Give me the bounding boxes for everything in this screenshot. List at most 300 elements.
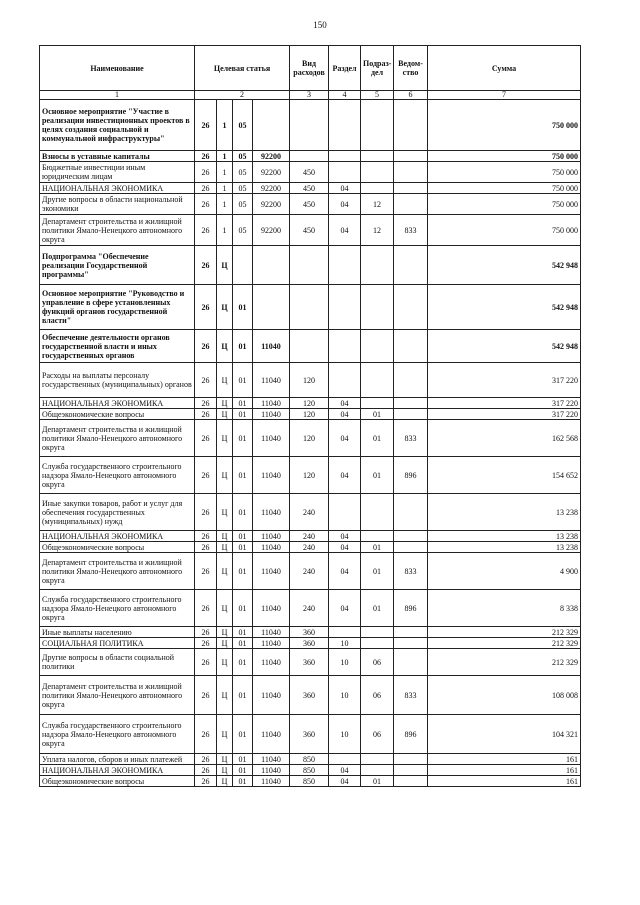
header-department: Ведом-ство — [394, 46, 428, 91]
subsection-cell: 01 — [361, 420, 394, 457]
department-cell — [394, 363, 428, 398]
subsection-cell — [361, 363, 394, 398]
section-cell: 10 — [329, 638, 361, 649]
amount-cell: 542 948 — [428, 246, 581, 285]
expense-type-cell: 360 — [290, 638, 329, 649]
department-cell — [394, 246, 428, 285]
amount-cell: 4 900 — [428, 553, 581, 590]
amount-cell: 750 000 — [428, 100, 581, 151]
expense-type-cell: 450 — [290, 215, 329, 246]
amount-cell: 317 220 — [428, 398, 581, 409]
table-row — [40, 420, 581, 457]
amount-cell: 750 000 — [428, 162, 581, 183]
target-code-2: Ц — [217, 590, 233, 627]
subsection-cell: 06 — [361, 649, 394, 676]
target-code-3: 05 — [233, 162, 253, 183]
table-row — [40, 246, 581, 285]
target-code-1: 26 — [195, 398, 217, 409]
target-code-4 — [253, 100, 290, 151]
section-cell — [329, 627, 361, 638]
table-row — [40, 553, 581, 590]
target-code-1: 26 — [195, 676, 217, 715]
section-cell: 10 — [329, 715, 361, 754]
target-code-1: 26 — [195, 409, 217, 420]
target-code-1: 26 — [195, 542, 217, 553]
table-body — [40, 100, 581, 787]
target-code-3: 01 — [233, 285, 253, 330]
section-cell: 04 — [329, 531, 361, 542]
target-code-2: Ц — [217, 638, 233, 649]
expense-type-cell: 360 — [290, 715, 329, 754]
target-code-2: Ц — [217, 494, 233, 531]
amount-cell: 161 — [428, 765, 581, 776]
section-cell — [329, 246, 361, 285]
expense-type-cell: 450 — [290, 162, 329, 183]
row-name: Иные выплаты населению — [40, 627, 195, 638]
target-code-3: 01 — [233, 398, 253, 409]
row-name: Уплата налогов, сборов и иных платежей — [40, 754, 195, 765]
target-code-2: 1 — [217, 151, 233, 162]
department-cell: 833 — [394, 215, 428, 246]
expense-type-cell — [290, 151, 329, 162]
expense-type-cell: 850 — [290, 776, 329, 787]
table-row — [40, 363, 581, 398]
subsection-cell: 01 — [361, 590, 394, 627]
row-name: Расходы на выплаты персоналу государственных (муниципальных) органов — [40, 363, 195, 398]
section-cell: 04 — [329, 183, 361, 194]
amount-cell: 154 652 — [428, 457, 581, 494]
table-row — [40, 715, 581, 754]
column-number: 3 — [290, 91, 329, 100]
table-row — [40, 409, 581, 420]
amount-cell: 13 238 — [428, 542, 581, 553]
target-code-3: 01 — [233, 420, 253, 457]
department-cell: 896 — [394, 715, 428, 754]
target-code-4: 11040 — [253, 776, 290, 787]
section-cell — [329, 330, 361, 363]
row-name: Общеэкономические вопросы — [40, 409, 195, 420]
subsection-cell — [361, 246, 394, 285]
amount-cell: 162 568 — [428, 420, 581, 457]
target-code-4: 11040 — [253, 398, 290, 409]
row-name: Иные закупки товаров, работ и услуг для обеспечения государственных (муниципальных) нужд — [40, 494, 195, 531]
table-row — [40, 330, 581, 363]
target-code-3: 05 — [233, 215, 253, 246]
header-subsection: Подраз-дел — [361, 46, 394, 91]
target-code-4: 92200 — [253, 151, 290, 162]
subsection-cell — [361, 638, 394, 649]
target-code-3: 05 — [233, 183, 253, 194]
target-code-1: 26 — [195, 494, 217, 531]
expense-type-cell: 360 — [290, 627, 329, 638]
subsection-cell — [361, 151, 394, 162]
target-code-2: Ц — [217, 285, 233, 330]
subsection-cell: 12 — [361, 215, 394, 246]
target-code-2: 1 — [217, 100, 233, 151]
column-number: 6 — [394, 91, 428, 100]
amount-cell: 750 000 — [428, 194, 581, 215]
target-code-2: Ц — [217, 627, 233, 638]
row-name: Общеэкономические вопросы — [40, 542, 195, 553]
amount-cell: 317 220 — [428, 409, 581, 420]
target-code-2: Ц — [217, 457, 233, 494]
table-row — [40, 398, 581, 409]
target-code-3: 01 — [233, 715, 253, 754]
table-row — [40, 638, 581, 649]
amount-cell: 161 — [428, 776, 581, 787]
department-cell — [394, 151, 428, 162]
amount-cell: 542 948 — [428, 285, 581, 330]
table-row — [40, 494, 581, 531]
target-code-3: 01 — [233, 590, 253, 627]
amount-cell: 13 238 — [428, 494, 581, 531]
target-code-2: Ц — [217, 420, 233, 457]
subsection-cell — [361, 162, 394, 183]
section-cell — [329, 285, 361, 330]
target-code-1: 26 — [195, 765, 217, 776]
header-section: Раздел — [329, 46, 361, 91]
section-cell: 04 — [329, 215, 361, 246]
row-name: Департамент строительства и жилищной политики Ямало-Ненецкого автономного округа — [40, 420, 195, 457]
header-row — [40, 46, 581, 91]
amount-cell: 8 338 — [428, 590, 581, 627]
subsection-cell: 01 — [361, 776, 394, 787]
target-code-1: 26 — [195, 162, 217, 183]
target-code-3: 01 — [233, 330, 253, 363]
section-cell: 04 — [329, 420, 361, 457]
table-row — [40, 676, 581, 715]
section-cell: 04 — [329, 457, 361, 494]
target-code-1: 26 — [195, 420, 217, 457]
target-code-1: 26 — [195, 330, 217, 363]
target-code-3: 01 — [233, 754, 253, 765]
department-cell: 833 — [394, 676, 428, 715]
header-amount: Сумма — [428, 46, 581, 91]
target-code-3: 01 — [233, 494, 253, 531]
target-code-2: Ц — [217, 553, 233, 590]
amount-cell: 750 000 — [428, 215, 581, 246]
department-cell: 833 — [394, 553, 428, 590]
section-cell: 04 — [329, 194, 361, 215]
row-name: НАЦИОНАЛЬНАЯ ЭКОНОМИКА — [40, 765, 195, 776]
target-code-1: 26 — [195, 285, 217, 330]
target-code-3: 01 — [233, 776, 253, 787]
expense-type-cell: 120 — [290, 363, 329, 398]
target-code-4: 11040 — [253, 409, 290, 420]
department-cell: 896 — [394, 590, 428, 627]
section-cell — [329, 151, 361, 162]
target-code-3: 01 — [233, 649, 253, 676]
section-cell — [329, 363, 361, 398]
expense-type-cell: 120 — [290, 409, 329, 420]
target-code-1: 26 — [195, 183, 217, 194]
target-code-4: 11040 — [253, 765, 290, 776]
section-cell: 10 — [329, 676, 361, 715]
target-code-3: 01 — [233, 363, 253, 398]
target-code-4: 11040 — [253, 649, 290, 676]
section-cell: 10 — [329, 649, 361, 676]
expense-type-cell — [290, 285, 329, 330]
target-code-1: 26 — [195, 457, 217, 494]
target-code-2: Ц — [217, 676, 233, 715]
target-code-4: 92200 — [253, 215, 290, 246]
table-row — [40, 100, 581, 151]
table-row — [40, 162, 581, 183]
expense-type-cell: 450 — [290, 183, 329, 194]
amount-cell: 212 329 — [428, 638, 581, 649]
row-name: Служба государственного строительного надзора Ямало-Ненецкого автономного округа — [40, 715, 195, 754]
row-name: Бюджетные инвестиции иным юридическим лицам — [40, 162, 195, 183]
expense-type-cell: 120 — [290, 398, 329, 409]
subsection-cell: 01 — [361, 457, 394, 494]
department-cell — [394, 285, 428, 330]
target-code-2: Ц — [217, 246, 233, 285]
target-code-3: 01 — [233, 627, 253, 638]
row-name: Общеэкономические вопросы — [40, 776, 195, 787]
target-code-4: 11040 — [253, 420, 290, 457]
department-cell — [394, 627, 428, 638]
row-name: Департамент строительства и жилищной политики Ямало-Ненецкого автономного округа — [40, 553, 195, 590]
amount-cell: 750 000 — [428, 183, 581, 194]
column-number: 4 — [329, 91, 361, 100]
target-code-4: 11040 — [253, 754, 290, 765]
expense-type-cell: 240 — [290, 531, 329, 542]
target-code-1: 26 — [195, 215, 217, 246]
amount-cell: 161 — [428, 754, 581, 765]
target-code-4: 92200 — [253, 162, 290, 183]
subsection-cell — [361, 754, 394, 765]
row-name: Основное мероприятие "Руководство и управление в сфере установленных функций органов государственной власти" — [40, 285, 195, 330]
target-code-3: 01 — [233, 553, 253, 590]
target-code-2: Ц — [217, 715, 233, 754]
subsection-cell — [361, 100, 394, 151]
target-code-1: 26 — [195, 715, 217, 754]
amount-cell: 750 000 — [428, 151, 581, 162]
expense-type-cell: 360 — [290, 649, 329, 676]
section-cell — [329, 754, 361, 765]
row-name: Служба государственного строительного надзора Ямало-Ненецкого автономного округа — [40, 590, 195, 627]
column-number: 2 — [195, 91, 290, 100]
target-code-2: 1 — [217, 162, 233, 183]
subsection-cell — [361, 183, 394, 194]
amount-cell: 542 948 — [428, 330, 581, 363]
expense-type-cell: 360 — [290, 676, 329, 715]
row-name: Взносы в уставные капиталы — [40, 151, 195, 162]
target-code-4: 11040 — [253, 638, 290, 649]
subsection-cell — [361, 627, 394, 638]
target-code-2: Ц — [217, 330, 233, 363]
department-cell — [394, 776, 428, 787]
target-code-4: 92200 — [253, 194, 290, 215]
department-cell — [394, 531, 428, 542]
target-code-2: 1 — [217, 183, 233, 194]
table-row — [40, 765, 581, 776]
table-row — [40, 776, 581, 787]
column-number: 5 — [361, 91, 394, 100]
department-cell — [394, 183, 428, 194]
row-name: Департамент строительства и жилищной политики Ямало-Ненецкого автономного округа — [40, 676, 195, 715]
target-code-2: Ц — [217, 542, 233, 553]
target-code-4 — [253, 285, 290, 330]
target-code-1: 26 — [195, 590, 217, 627]
target-code-4 — [253, 246, 290, 285]
section-cell: 04 — [329, 553, 361, 590]
target-code-2: 1 — [217, 194, 233, 215]
target-code-1: 26 — [195, 194, 217, 215]
target-code-4: 11040 — [253, 553, 290, 590]
header-target: Целевая статья — [195, 46, 290, 91]
target-code-1: 26 — [195, 649, 217, 676]
column-number: 7 — [428, 91, 581, 100]
target-code-4: 11040 — [253, 627, 290, 638]
row-name: НАЦИОНАЛЬНАЯ ЭКОНОМИКА — [40, 183, 195, 194]
target-code-3: 01 — [233, 542, 253, 553]
target-code-3: 01 — [233, 676, 253, 715]
row-name: Департамент строительства и жилищной политики Ямало-Ненецкого автономного округа — [40, 215, 195, 246]
table-row — [40, 457, 581, 494]
expense-type-cell: 240 — [290, 553, 329, 590]
subsection-cell — [361, 765, 394, 776]
table-row — [40, 649, 581, 676]
target-code-2: Ц — [217, 363, 233, 398]
target-code-2: Ц — [217, 754, 233, 765]
target-code-4: 11040 — [253, 542, 290, 553]
target-code-1: 26 — [195, 627, 217, 638]
table-row — [40, 531, 581, 542]
target-code-2: Ц — [217, 409, 233, 420]
department-cell — [394, 162, 428, 183]
target-code-2: Ц — [217, 649, 233, 676]
target-code-4: 11040 — [253, 531, 290, 542]
target-code-1: 26 — [195, 638, 217, 649]
target-code-1: 26 — [195, 151, 217, 162]
row-name: Другие вопросы в области социальной политики — [40, 649, 195, 676]
target-code-3: 05 — [233, 194, 253, 215]
table-row — [40, 183, 581, 194]
subsection-cell — [361, 531, 394, 542]
table-row — [40, 627, 581, 638]
header-name: Наименование — [40, 46, 195, 91]
table-row — [40, 590, 581, 627]
department-cell — [394, 100, 428, 151]
expense-type-cell — [290, 100, 329, 151]
department-cell — [394, 330, 428, 363]
department-cell — [394, 649, 428, 676]
department-cell — [394, 542, 428, 553]
column-number-row — [40, 91, 581, 100]
row-name: Подпрограмма "Обеспечение реализации Государственной программы" — [40, 246, 195, 285]
target-code-2: Ц — [217, 776, 233, 787]
target-code-3: 01 — [233, 409, 253, 420]
target-code-2: Ц — [217, 531, 233, 542]
expense-type-cell: 240 — [290, 590, 329, 627]
expense-type-cell: 120 — [290, 420, 329, 457]
department-cell — [394, 398, 428, 409]
table-row — [40, 151, 581, 162]
target-code-3: 05 — [233, 100, 253, 151]
department-cell — [394, 638, 428, 649]
amount-cell: 212 329 — [428, 627, 581, 638]
target-code-3: 01 — [233, 638, 253, 649]
expense-type-cell: 240 — [290, 542, 329, 553]
subsection-cell — [361, 330, 394, 363]
section-cell: 04 — [329, 542, 361, 553]
target-code-4: 11040 — [253, 715, 290, 754]
target-code-4: 11040 — [253, 363, 290, 398]
row-name: НАЦИОНАЛЬНАЯ ЭКОНОМИКА — [40, 398, 195, 409]
target-code-1: 26 — [195, 531, 217, 542]
target-code-4: 11040 — [253, 330, 290, 363]
section-cell — [329, 100, 361, 151]
section-cell: 04 — [329, 765, 361, 776]
subsection-cell: 01 — [361, 542, 394, 553]
target-code-1: 26 — [195, 100, 217, 151]
target-code-3 — [233, 246, 253, 285]
subsection-cell: 06 — [361, 676, 394, 715]
target-code-3: 01 — [233, 531, 253, 542]
department-cell — [394, 409, 428, 420]
expense-type-cell: 120 — [290, 457, 329, 494]
target-code-1: 26 — [195, 553, 217, 590]
target-code-3: 01 — [233, 457, 253, 494]
row-name: Другие вопросы в области национальной экономики — [40, 194, 195, 215]
section-cell: 04 — [329, 398, 361, 409]
table-row — [40, 285, 581, 330]
target-code-3: 05 — [233, 151, 253, 162]
expense-type-cell: 850 — [290, 754, 329, 765]
target-code-3: 01 — [233, 765, 253, 776]
department-cell — [394, 765, 428, 776]
amount-cell: 212 329 — [428, 649, 581, 676]
department-cell — [394, 754, 428, 765]
target-code-4: 11040 — [253, 494, 290, 531]
department-cell: 833 — [394, 420, 428, 457]
amount-cell: 108 008 — [428, 676, 581, 715]
subsection-cell: 01 — [361, 409, 394, 420]
target-code-1: 26 — [195, 363, 217, 398]
section-cell: 04 — [329, 409, 361, 420]
subsection-cell: 06 — [361, 715, 394, 754]
subsection-cell — [361, 398, 394, 409]
amount-cell: 317 220 — [428, 363, 581, 398]
expense-type-cell: 850 — [290, 765, 329, 776]
budget-table — [39, 45, 581, 787]
amount-cell: 104 321 — [428, 715, 581, 754]
subsection-cell: 01 — [361, 553, 394, 590]
table-row — [40, 215, 581, 246]
expense-type-cell — [290, 246, 329, 285]
section-cell: 04 — [329, 590, 361, 627]
expense-type-cell — [290, 330, 329, 363]
subsection-cell — [361, 285, 394, 330]
page-number: 150 — [313, 20, 327, 30]
header-expense-type: Вид расходов — [290, 46, 329, 91]
target-code-1: 26 — [195, 246, 217, 285]
target-code-4: 11040 — [253, 457, 290, 494]
target-code-1: 26 — [195, 754, 217, 765]
target-code-4: 11040 — [253, 676, 290, 715]
row-name: Служба государственного строительного надзора Ямало-Ненецкого автономного округа — [40, 457, 195, 494]
department-cell: 896 — [394, 457, 428, 494]
row-name: СОЦИАЛЬНАЯ ПОЛИТИКА — [40, 638, 195, 649]
row-name: Основное мероприятие "Участие в реализации инвестиционных проектов в целях создания социальной и коммунальной инфраструктуры" — [40, 100, 195, 151]
target-code-2: 1 — [217, 215, 233, 246]
target-code-4: 92200 — [253, 183, 290, 194]
row-name: Обеспечение деятельности органов государственной власти и иных государственных органов — [40, 330, 195, 363]
department-cell — [394, 494, 428, 531]
table-row — [40, 542, 581, 553]
section-cell — [329, 494, 361, 531]
